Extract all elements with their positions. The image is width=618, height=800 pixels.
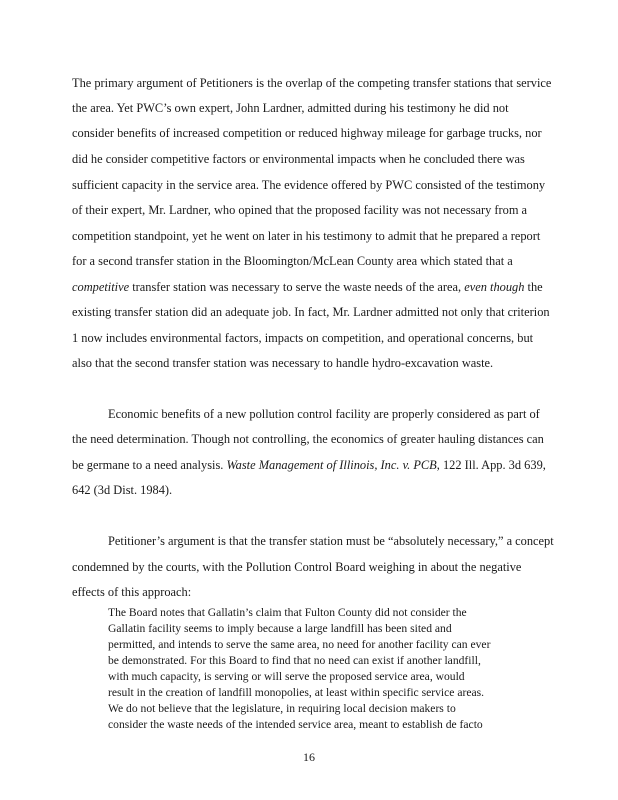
paragraph-1-line: also that the second transfer station was necessary to handle hydro-excavation waste.	[72, 356, 494, 370]
block-quote-line: result in the creation of landfill monopolies, at least within specific service areas.	[108, 686, 485, 699]
block-quote-line: The Board notes that Gallatin’s claim that Fulton County did not consider the	[108, 606, 467, 619]
block-quote-line: Gallatin facility seems to imply because a large landfill has been sited and	[108, 622, 452, 635]
italic-text: Waste Management of Illinois, Inc. v. PCB	[226, 458, 437, 472]
paragraph-2-line	[72, 458, 546, 473]
paragraph-1-line: consider benefits of increased competition or reduced highway mileage for garbage trucks, nor	[72, 126, 542, 140]
paragraph-2-line: the need determination. Though not controlling, the economics of greater hauling distances can	[72, 432, 544, 446]
paragraph-1-line: sufficient capacity in the service area. The evidence offered by PWC consisted of the testimony	[72, 178, 546, 192]
paragraph-3-line: effects of this approach:	[72, 585, 192, 599]
block-quote-line: We do not believe that the legislature, in requiring local decision makers to	[108, 702, 456, 715]
page-number: 16	[303, 750, 315, 764]
block-quote-line: consider the waste needs of the intended service area, meant to establish de facto	[108, 718, 483, 731]
block-quote-line: be demonstrated. For this Board to find that no need can exist if another landfill,	[108, 654, 481, 667]
paragraph-2-line: 642 (3d Dist. 1984).	[72, 483, 173, 497]
text-run: be germane to a need analysis.	[72, 458, 227, 472]
paragraph-1-line: the area. Yet PWC’s own expert, John Lardner, admitted during his testimony he did not	[72, 101, 509, 115]
paragraph-1-line: of their expert, Mr. Lardner, who opined that the proposed facility was not necessary from a	[72, 203, 528, 217]
block-quote-line: with much capacity, is serving or will serve the proposed service area, would	[108, 670, 465, 683]
paragraph-2-line: Economic benefits of a new pollution control facility are properly considered as part of	[108, 407, 540, 421]
paragraph-1-line: did he consider competitive factors or environmental impacts when he concluded there was	[72, 152, 525, 166]
text-run: the	[524, 280, 543, 294]
block-quote-line: permitted, and intends to serve the same area, no need for another facility can ever	[108, 638, 491, 651]
paragraph-1-line	[72, 280, 543, 295]
paragraph-1-line: existing transfer station did an adequate job. In fact, Mr. Lardner admitted not only that criterion	[72, 305, 550, 319]
paragraph-1-line: for a second transfer station in the Bloomington/McLean County area which stated that a	[72, 254, 513, 268]
italic-text: competitive	[72, 280, 130, 294]
paragraph-1-line: 1 now includes environmental factors, impacts on competition, and operational concerns, but	[72, 331, 534, 345]
text-run: , 122 Ill. App. 3d 639,	[436, 458, 546, 472]
text-run: transfer station was necessary to serve the waste needs of the area,	[129, 280, 465, 294]
paragraph-3-line: Petitioner’s argument is that the transfer station must be “absolutely necessary,” a concept	[108, 534, 554, 548]
italic-text: even though	[464, 280, 525, 294]
paragraph-1-line: The primary argument of Petitioners is the overlap of the competing transfer stations that service	[72, 76, 552, 90]
paragraph-3-line: condemned by the courts, with the Pollution Control Board weighing in about the negative	[72, 560, 522, 574]
paragraph-1-line: competition standpoint, yet he went on later in his testimony to admit that he prepared a report	[72, 229, 541, 243]
